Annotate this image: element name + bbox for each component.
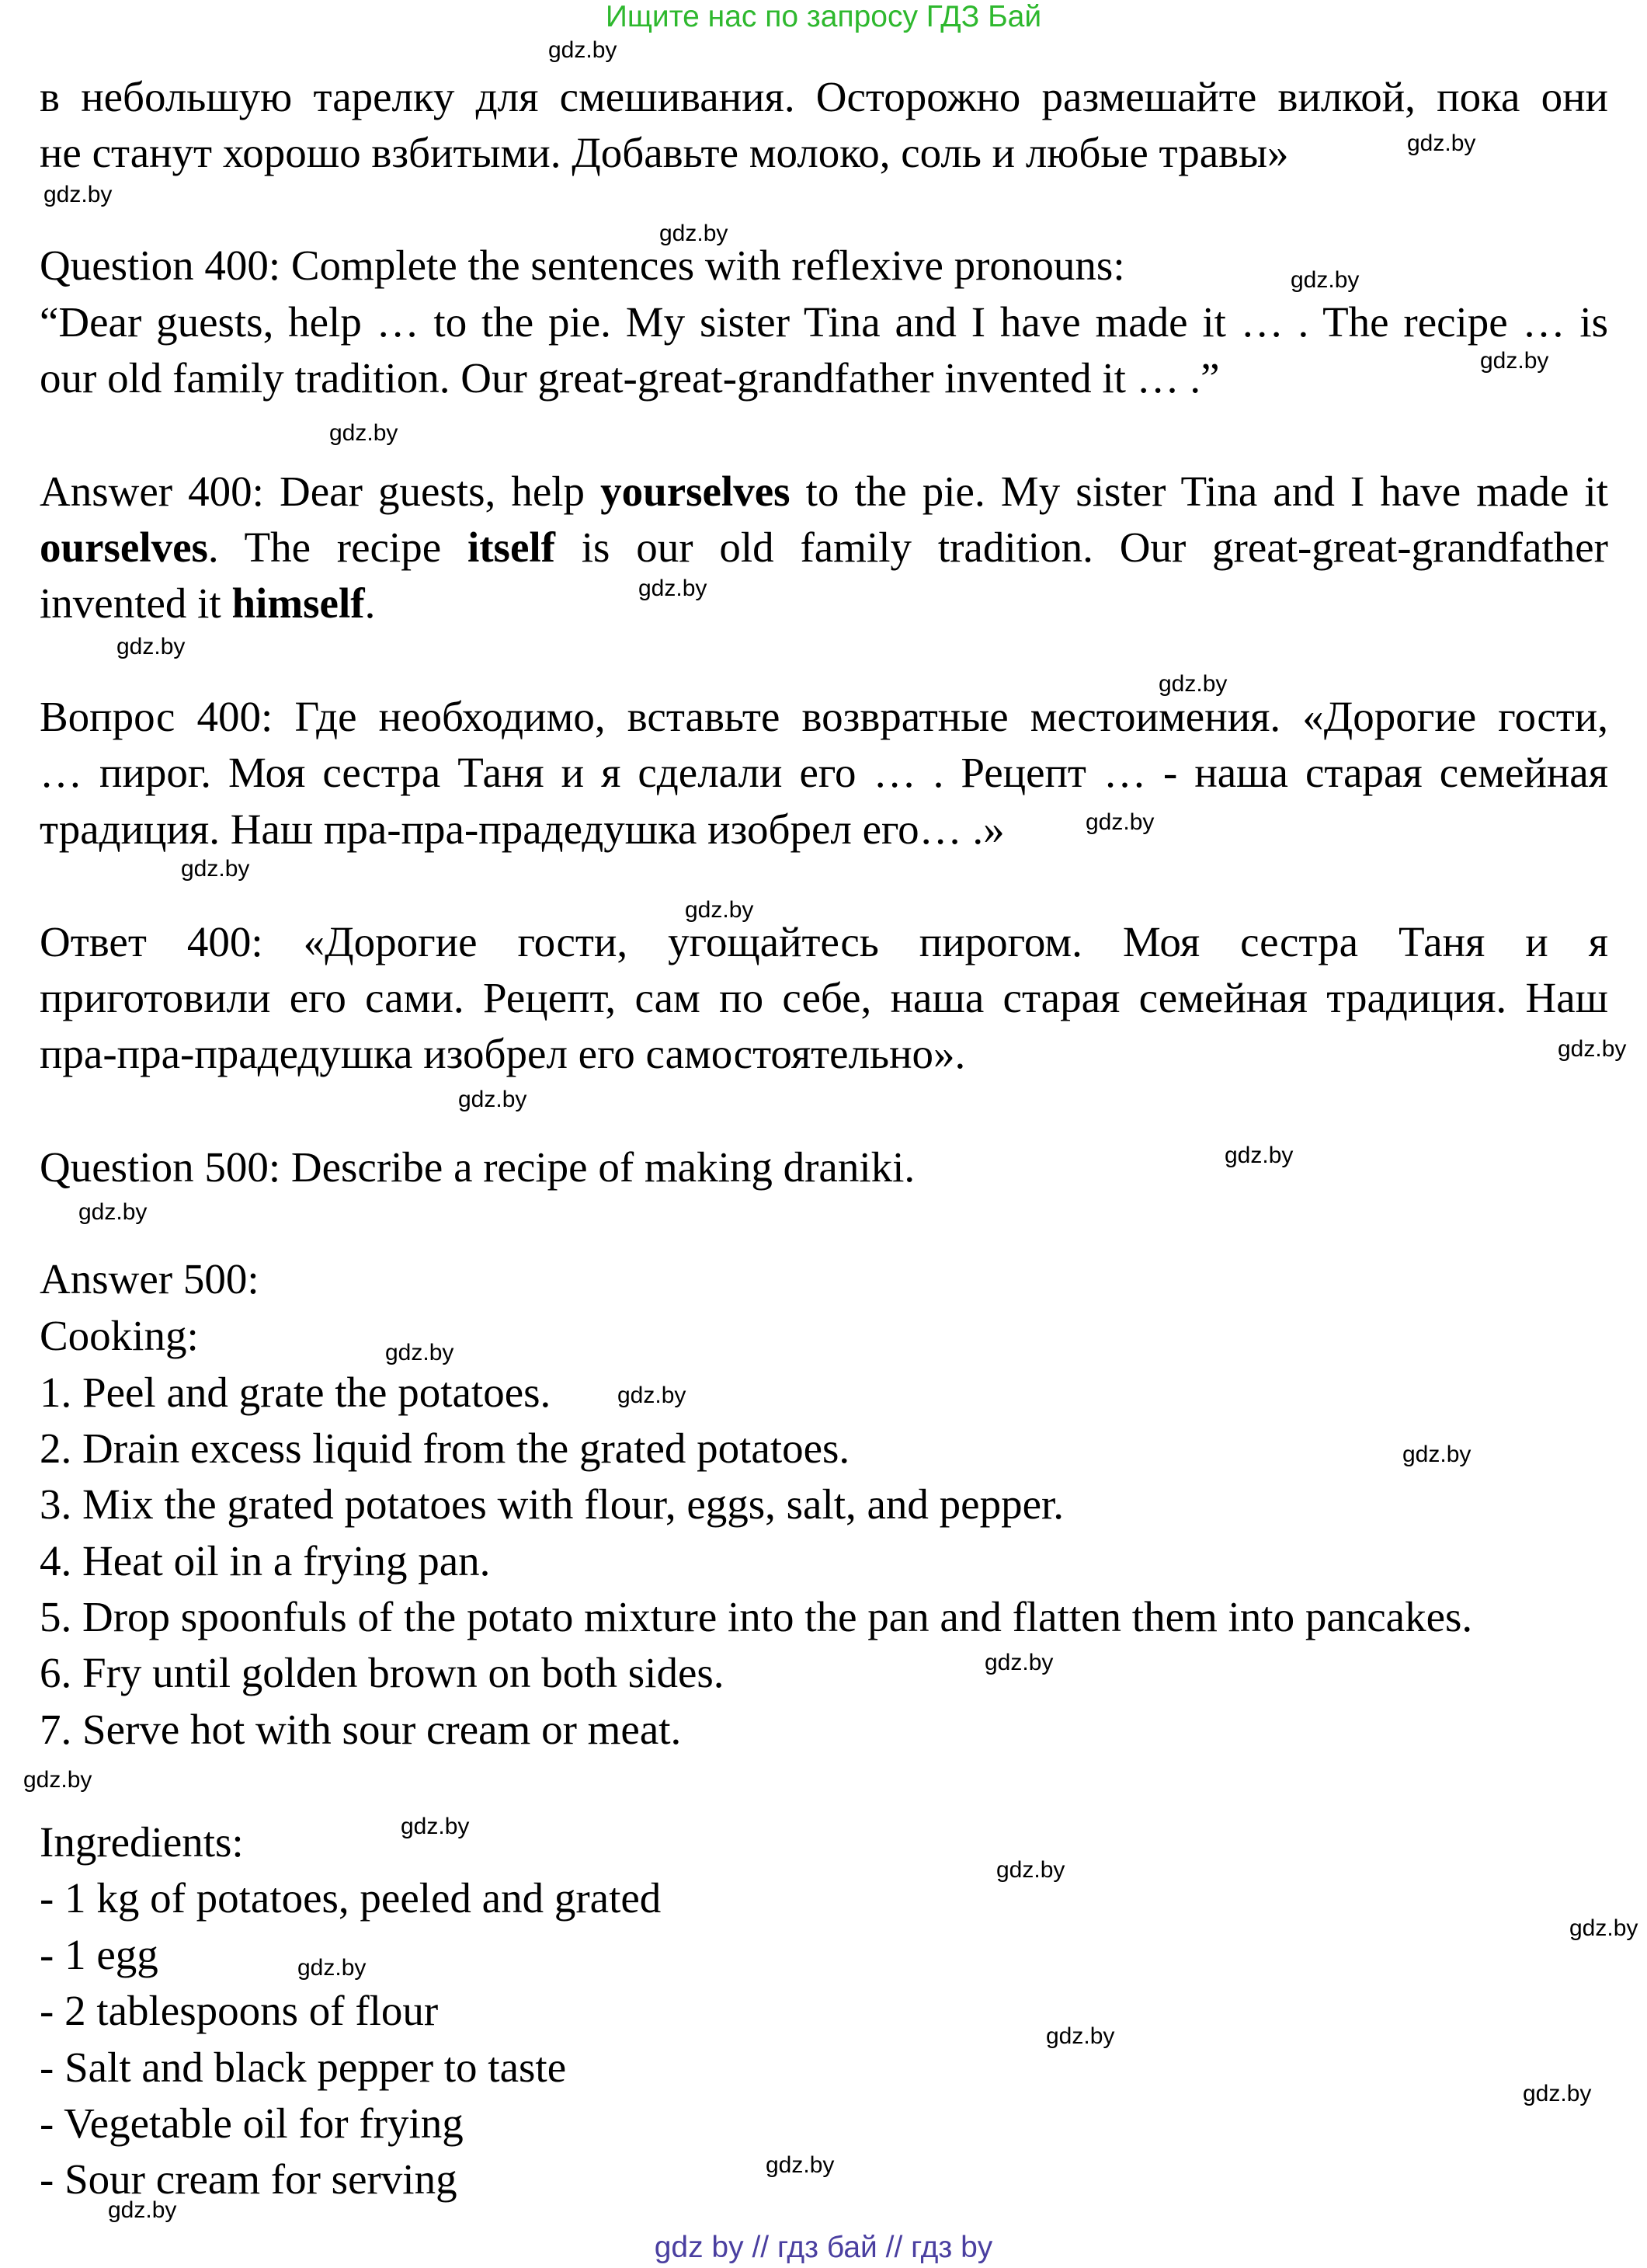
watermark: gdz.by <box>1402 1442 1472 1467</box>
answer-400-text: . The recipe <box>207 524 467 571</box>
intro-line-2: не станут хорошо взбитыми. Добавьте молоко, соль и любые травы» <box>40 129 1289 176</box>
watermark: gdz.by <box>548 37 617 63</box>
watermark: gdz.by <box>985 1650 1054 1675</box>
watermark: gdz.by <box>297 1955 367 1981</box>
answer-400-line-1 <box>40 464 1608 520</box>
footer-banner[interactable]: gdz by // гдз бай // гдз by <box>654 2231 993 2264</box>
watermark: gdz.by <box>108 2197 177 2223</box>
answer-400-text: invented it <box>40 579 232 627</box>
header-banner[interactable]: Ищите нас по запросу ГДЗ Бай <box>605 0 1042 33</box>
ingredient-item: - 1 kg of potatoes, peeled and grated <box>40 1874 662 1922</box>
intro-line-1: в небольшую тарелку для смешивания. Осторожно размешайте вилкой, пока они <box>40 73 1608 120</box>
question-400-line-1: Question 400: Complete the sentences with reflexive pronouns: <box>40 242 1125 289</box>
ingredient-item: - 2 tablespoons of flour <box>40 1987 439 2034</box>
watermark: gdz.by <box>659 221 728 246</box>
cooking-step: 3. Mix the grated potatoes with flour, eggs, salt, and pepper. <box>40 1480 1065 1528</box>
watermark: gdz.by <box>1523 2081 1592 2106</box>
watermark: gdz.by <box>1046 2023 1115 2049</box>
watermark: gdz.by <box>617 1383 686 1408</box>
ingredient-item: - Salt and black pepper to taste <box>40 2044 567 2091</box>
watermark: gdz.by <box>1086 809 1155 835</box>
answer-400-line-2 <box>40 520 1608 576</box>
question-400-line-2: “Dear guests, help … to the pie. My sister Tina and I have made it … . The recipe … is <box>40 298 1608 346</box>
watermark: gdz.by <box>329 420 398 446</box>
watermark: gdz.by <box>1225 1143 1294 1168</box>
watermark: gdz.by <box>458 1087 527 1112</box>
ingredients-label: Ingredients: <box>40 1818 244 1866</box>
answer-500-title: Answer 500: <box>40 1255 259 1303</box>
watermark: gdz.by <box>1159 671 1228 697</box>
question-500-line-1: Question 500: Describe a recipe of making draniki. <box>40 1143 916 1191</box>
answer-ourselves: ourselves <box>40 524 208 571</box>
answer-400-ru-line-1: Ответ 400: «Дорогие гости, угощайтесь пирогом. Моя сестра Таня и я <box>40 918 1608 965</box>
cooking-step: 2. Drain excess liquid from the grated potatoes. <box>40 1424 850 1472</box>
watermark: gdz.by <box>685 897 754 923</box>
cooking-label: Cooking: <box>40 1312 199 1359</box>
question-400-ru-line-1: Вопрос 400: Где необходимо, вставьте возвратные местоимения. «Дорогие гости, <box>40 693 1608 740</box>
cooking-step: 5. Drop spoonfuls of the potato mixture into the pan and flatten them into pancakes. <box>40 1593 1473 1640</box>
watermark: gdz.by <box>23 1767 92 1793</box>
watermark: gdz.by <box>1291 267 1360 293</box>
question-400-ru-line-2: … пирог. Моя сестра Таня и я сделали его … . Рецепт … - наша старая семейная <box>40 749 1608 796</box>
cooking-step: 6. Fry until golden brown on both sides. <box>40 1649 724 1696</box>
cooking-step: 1. Peel and grate the potatoes. <box>40 1369 551 1416</box>
watermark: gdz.by <box>43 182 113 207</box>
watermark: gdz.by <box>1407 130 1476 156</box>
watermark: gdz.by <box>78 1199 148 1225</box>
watermark: gdz.by <box>385 1340 454 1365</box>
ingredient-item: - Sour cream for serving <box>40 2155 457 2203</box>
answer-himself: himself <box>231 579 365 627</box>
answer-400-text: Answer 400: Dear guests, help <box>40 468 601 515</box>
watermark: gdz.by <box>401 1814 470 1839</box>
question-400-ru-line-3: традиция. Наш пра-пра-прадедушка изобрел его… .» <box>40 805 1005 853</box>
answer-400-text: is our old family tradition. Our great-great-grandfather <box>554 524 1608 571</box>
watermark: gdz.by <box>116 634 186 659</box>
answer-400-line-3 <box>40 576 1608 631</box>
answer-itself: itself <box>467 524 555 571</box>
ingredient-item: - 1 egg <box>40 1931 158 1978</box>
answer-400-text: . <box>364 579 376 627</box>
cooking-step: 4. Heat oil in a frying pan. <box>40 1537 491 1584</box>
answer-400-text: to the pie. My sister Tina and I have made it <box>790 468 1608 515</box>
ingredient-item: - Vegetable oil for frying <box>40 2099 464 2147</box>
watermark: gdz.by <box>996 1857 1065 1883</box>
answer-yourselves: yourselves <box>600 468 790 515</box>
answer-400-ru-line-3: пра-пра-прадедушка изобрел его самостоятельно». <box>40 1030 966 1077</box>
answer-400-ru-line-2: приготовили его сами. Рецепт, сам по себе, наша старая семейная традиция. Наш <box>40 974 1608 1021</box>
watermark: gdz.by <box>766 2152 835 2178</box>
cooking-step: 7. Serve hot with sour cream or meat. <box>40 1706 682 1753</box>
watermark: gdz.by <box>1558 1036 1627 1062</box>
watermark: gdz.by <box>638 576 707 601</box>
watermark: gdz.by <box>181 856 250 882</box>
watermark: gdz.by <box>1480 348 1549 374</box>
question-400-line-3: our old family tradition. Our great-great-grandfather invented it … .” <box>40 354 1220 402</box>
watermark: gdz.by <box>1569 1915 1638 1941</box>
